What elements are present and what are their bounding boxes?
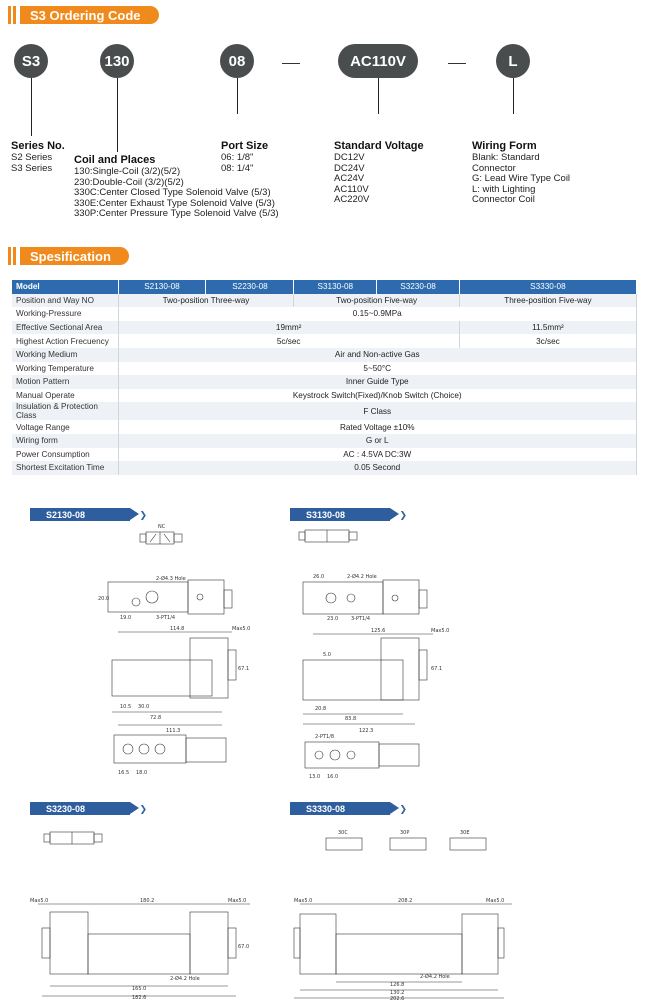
port-leader-line — [237, 78, 238, 114]
dim-label: Max5.0 — [232, 626, 251, 632]
wiring-line: G: Lead Wire Type Coil — [472, 173, 571, 184]
s3330-drawing-svg — [290, 818, 520, 1000]
code-series-badge: S3 — [14, 44, 48, 78]
spec-row-label: Effective Sectional Area — [12, 321, 118, 335]
drawing-tag-label: S2130-08 — [46, 509, 86, 520]
port-block — [221, 140, 268, 174]
spec-cell: 19mm² — [118, 321, 459, 335]
series-leader-line — [31, 78, 32, 136]
s2130-drawing — [80, 520, 260, 790]
drawing-tag-label: S3130-08 — [306, 509, 346, 520]
spec-row — [12, 420, 637, 434]
port-title: Port Size — [221, 140, 269, 152]
spec-row-label: Working Medium — [12, 348, 118, 362]
spec-row — [12, 348, 637, 362]
s2130-drawing-svg — [80, 520, 260, 790]
spec-row-label: Power Consumption — [12, 448, 118, 462]
chevron-right-icon: ❯ — [139, 510, 147, 520]
dim-label: 30C — [338, 830, 348, 836]
spec-cell: Three-position Five-way — [459, 294, 636, 308]
code-wiring-badge: L — [496, 44, 530, 78]
spec-row-label: Working-Pressure — [12, 307, 118, 321]
spec-row-label: Manual Operate — [12, 389, 118, 403]
spec-col-header: S2130-08 — [118, 280, 206, 294]
spec-cell: Keystrock Switch(Fixed)/Knob Switch (Choice) — [118, 389, 637, 403]
nc-label: NC — [158, 524, 166, 530]
dim-label: 26.0 — [313, 574, 325, 580]
spec-cell: AC : 4.5VA DC:3W — [118, 448, 637, 462]
series-block — [11, 140, 65, 174]
spec-cell: 5~50°C — [118, 362, 637, 376]
spec-cell: Two-position Three-way — [118, 294, 294, 308]
spec-header — [8, 247, 129, 265]
s3230-drawing — [20, 818, 260, 1000]
voltage-leader-line — [378, 78, 379, 114]
spec-header-row — [12, 280, 637, 294]
dim-label: 111.3 — [166, 728, 181, 734]
dim-label: 30.0 — [138, 704, 150, 710]
chevron-right-icon: ❯ — [139, 804, 147, 814]
dim-label: 114.8 — [170, 626, 185, 632]
voltage-block — [334, 140, 424, 206]
dim-label: 122.3 — [359, 728, 374, 734]
dim-label: 23.0 — [327, 616, 339, 622]
spec-row — [12, 307, 637, 321]
dim-label: 67.0 — [238, 944, 250, 950]
dim-label: 180.2 — [140, 898, 155, 904]
spec-row — [12, 448, 637, 462]
dim-label: 20.8 — [315, 706, 327, 712]
port-line: 08: 1/4" — [221, 162, 254, 174]
drawing-tag-label: S3330-08 — [306, 803, 346, 814]
s3130-drawing — [285, 520, 455, 790]
voltage-title: Standard Voltage — [334, 140, 424, 152]
dim-label: 5.0 — [323, 652, 331, 658]
header-stripes — [8, 247, 16, 265]
drawing-tag-s3330 — [290, 802, 407, 815]
dim-label: 10.5 — [120, 704, 132, 710]
spec-row-label: Motion Pattern — [12, 375, 118, 389]
dim-label: 16.5 — [118, 770, 130, 776]
dim-label: 20.0 — [98, 596, 110, 602]
spec-cell: 3c/sec — [459, 334, 636, 348]
code-separator — [282, 63, 300, 64]
spec-cell: Two-position Five-way — [294, 294, 459, 308]
spec-row-label: Insulation & Protection Class — [12, 402, 118, 420]
dim-label: 165.0 — [132, 986, 147, 992]
spec-row — [12, 402, 637, 420]
spec-cell: Inner Guide Type — [118, 375, 637, 389]
coil-leader-line — [117, 78, 118, 152]
spec-row-label: Highest Action Frecuency — [12, 334, 118, 348]
dim-label: 182.6 — [132, 995, 147, 1000]
series-line: S3 Series — [11, 162, 53, 174]
series-line: S2 Series — [11, 152, 53, 163]
dim-label: Max5.0 — [486, 898, 505, 904]
spec-col-header: S3330-08 — [459, 280, 636, 294]
chevron-right-icon: ❯ — [399, 510, 407, 520]
dim-label: 72.8 — [150, 715, 162, 721]
s3330-drawing — [290, 818, 520, 1000]
drawing-tag-s3230 — [30, 802, 147, 815]
dim-label: 2-PT1/8 — [315, 734, 335, 740]
spec-row-label: Voltage Range — [12, 420, 118, 434]
s3130-drawing-svg — [285, 520, 455, 790]
wiring-line: Connector Coil — [472, 194, 535, 205]
dim-label: 19.0 — [120, 615, 132, 621]
dim-label: 30P — [400, 830, 410, 836]
spec-row — [12, 334, 637, 348]
voltage-line: AC110V — [334, 183, 369, 195]
coil-line: 330E:Center Exhaust Type Solenoid Valve (5/3) — [74, 197, 275, 209]
spec-cell: 11.5mm² — [459, 321, 636, 335]
spec-cell: 0.15~0.9MPa — [118, 307, 637, 321]
dim-label: 130.2 — [390, 990, 405, 996]
header-stripes — [8, 6, 16, 24]
spec-row-label: Working Temperature — [12, 362, 118, 376]
dim-label: 2-Ø4.2 Hole — [420, 974, 450, 980]
dim-label: 125.6 — [371, 628, 386, 634]
dim-label: 13.0 — [309, 774, 321, 780]
spec-row — [12, 461, 637, 475]
code-separator — [448, 63, 466, 64]
wiring-leader-line — [513, 78, 514, 114]
dim-label: Max5.0 — [431, 628, 450, 634]
port-line: 06: 1/8" — [221, 152, 254, 163]
dim-label: 30E — [460, 830, 470, 836]
dim-label: 3-PT1/4 — [156, 615, 176, 621]
spec-table — [12, 280, 637, 475]
spec-row — [12, 362, 637, 376]
series-title: Series No. — [11, 140, 65, 152]
voltage-line: AC220V — [334, 194, 370, 205]
voltage-line: DC24V — [334, 162, 365, 174]
code-voltage-badge: AC110V — [338, 44, 418, 78]
spec-col-header: S3130-08 — [294, 280, 377, 294]
spec-row-label: Position and Way NO — [12, 294, 118, 308]
spec-cell: 5c/sec — [118, 334, 459, 348]
spec-cell: Air and Non-active Gas — [118, 348, 637, 362]
spec-cell: 0.05 Second — [118, 461, 637, 475]
code-coil-badge: 130 — [100, 44, 134, 78]
code-port-badge: 08 — [220, 44, 254, 78]
dim-label: 202.6 — [390, 996, 405, 1000]
spec-row — [12, 321, 637, 335]
coil-line: 130:Single-Coil (3/2)(5/2) — [74, 166, 181, 177]
dim-label: 208.2 — [398, 898, 413, 904]
dim-label: 67.1 — [431, 666, 443, 672]
spec-row — [12, 294, 637, 308]
voltage-line: AC24V — [334, 173, 365, 184]
spec-cell: Rated Voltage ±10% — [118, 420, 637, 434]
spec-title: Spesification — [20, 247, 129, 265]
wiring-line: Blank: Standard — [472, 152, 540, 163]
ordering-code-header — [8, 6, 159, 24]
wiring-title: Wiring Form — [472, 140, 537, 152]
spec-row — [12, 375, 637, 389]
spec-cell: G or L — [118, 434, 637, 448]
wiring-line: L: with Lighting — [472, 183, 536, 195]
coil-line: 230:Double-Coil (3/2)(5/2) — [74, 176, 184, 188]
dim-label: Max5.0 — [294, 898, 313, 904]
dim-label: Max5.0 — [30, 898, 49, 904]
coil-title: Coil and Places — [74, 154, 156, 166]
voltage-line: DC12V — [334, 152, 365, 163]
s3230-drawing-svg — [20, 818, 260, 1000]
wiring-block — [472, 140, 570, 206]
dim-label: 83.8 — [345, 716, 357, 722]
spec-row — [12, 434, 637, 448]
dim-label: 2-Ø4.3 Hole — [156, 576, 186, 582]
spec-col-header: S2230-08 — [206, 280, 294, 294]
chevron-right-icon: ❯ — [399, 804, 407, 814]
dim-label: 126.8 — [390, 982, 405, 988]
wiring-line: Connector — [472, 162, 516, 174]
dim-label: 3-PT1/4 — [351, 616, 371, 622]
spec-col-header: S3230-08 — [377, 280, 460, 294]
dim-label: 16.0 — [327, 774, 339, 780]
dim-label: 67.1 — [238, 666, 250, 672]
spec-col-header: Model — [12, 280, 118, 294]
spec-body — [12, 294, 637, 475]
coil-line: 330C:Center Closed Type Solenoid Valve (5/3) — [74, 187, 271, 198]
dim-label: Max5.0 — [228, 898, 247, 904]
spec-cell: F Class — [118, 402, 637, 420]
spec-row-label: Shortest Excitation Time — [12, 461, 118, 475]
coil-line: 330P:Center Pressure Type Solenoid Valve (5/3) — [74, 208, 279, 219]
spec-row — [12, 389, 637, 403]
dim-label: 2-Ø4.2 Hole — [170, 976, 200, 982]
ordering-code-title: S3 Ordering Code — [20, 6, 159, 24]
spec-row-label: Wiring form — [12, 434, 118, 448]
drawing-tag-label: S3230-08 — [46, 803, 86, 814]
dim-label: 18.0 — [136, 770, 148, 776]
dim-label: 2-Ø4.2 Hole — [347, 574, 377, 580]
